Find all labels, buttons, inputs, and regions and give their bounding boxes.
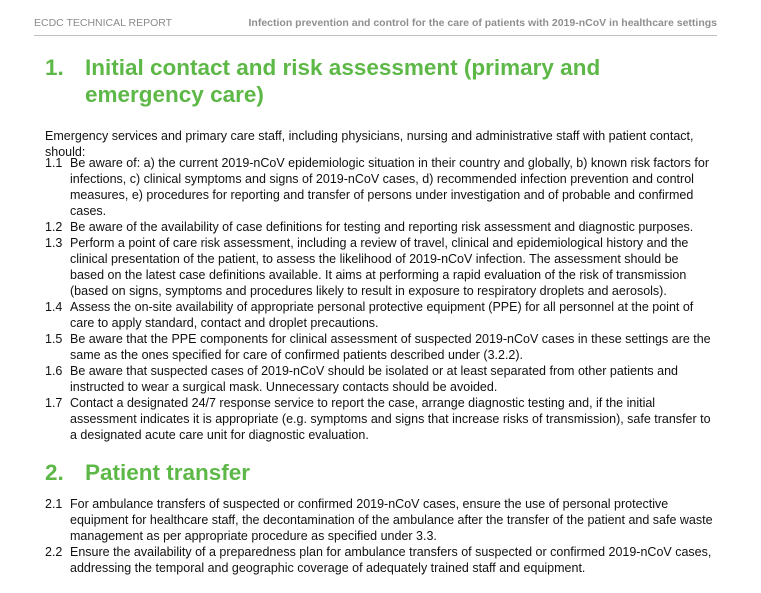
section-2-number: 2.	[45, 460, 64, 485]
item-number: 2.1	[45, 497, 63, 511]
list-item	[45, 496, 715, 544]
item-number: 1.3	[45, 236, 63, 250]
item-text: Be aware of the availability of case definitions for testing and reporting risk assessment and diagnostic purposes.	[70, 220, 694, 234]
document-title: Infection prevention and control for the care of patients with 2019-nCoV in healthcare settings	[248, 17, 717, 29]
section-1-intro: Emergency services and primary care staff, including physicians, nursing and administrative staff with patient contact, should:	[45, 128, 694, 159]
list-item	[45, 235, 715, 299]
section-2-heading	[45, 459, 725, 486]
item-number: 1.2	[45, 220, 63, 234]
item-text: Be aware of: a) the current 2019-nCoV epidemiologic situation in their country and globally, b) known risk factors for infections, c) clinical symptoms and signs of 2019-nCoV cases, d) recommended infection prevention and control measures, e) procedures for reporting and transfer of persons under investigation and of probable and confirmed cases.	[70, 156, 709, 218]
section-1-heading	[45, 54, 725, 108]
item-number: 2.2	[45, 545, 63, 559]
section-1-title-line2: emergency care)	[85, 82, 264, 107]
item-number: 1.4	[45, 300, 63, 314]
list-item	[45, 299, 715, 331]
section-1-title-line1: Initial contact and risk assessment (primary and	[85, 55, 601, 80]
list-item	[45, 395, 715, 443]
list-item	[45, 331, 715, 363]
item-text: Be aware that suspected cases of 2019-nCoV should be isolated or at least separated from other patients and instructed to wear a surgical mask. Unnecessary contacts should be avoided.	[70, 364, 679, 394]
item-number: 1.1	[45, 156, 63, 170]
section-1-list	[45, 155, 715, 443]
list-item	[45, 155, 715, 219]
item-text: Ensure the availability of a preparedness plan for ambulance transfers of suspected or confirmed 2019-nCoV cases, addressing the temporal and geographic coverage of adequately trained staff and equipment.	[70, 545, 712, 575]
item-number: 1.6	[45, 364, 63, 378]
list-item	[45, 363, 715, 395]
section-2-list	[45, 496, 715, 576]
item-number: 1.7	[45, 396, 63, 410]
item-text: Contact a designated 24/7 response service to report the case, arrange diagnostic testing and, if the initial assessment indicates it is appropriate (e.g. symptoms and signs that increase risks of transmission), safe transfer to a designated acute care unit for diagnostic evaluation.	[70, 396, 711, 442]
item-text: Be aware that the PPE components for clinical assessment of suspected 2019-nCoV cases in these settings are the same as the ones specified for care of confirmed patients described under (3.2.2).	[70, 332, 711, 362]
list-item	[45, 544, 715, 576]
item-text: Assess the on-site availability of appropriate personal protective equipment (PPE) for all personnel at the point of care to apply standard, contact and droplet precautions.	[70, 300, 694, 330]
section-1-number: 1.	[45, 55, 64, 80]
item-text: Perform a point of care risk assessment, including a review of travel, clinical and epidemiological history and the clinical presentation of the patient, to assess the likelihood of 2019-nCoV infection. The assessment should be based on the latest case definitions available. It aims at performing a rapid evaluation of the risk of transmission (based on signs, symptoms and procedures likely to result in exposure to respiratory droplets and aerosols).	[70, 236, 689, 298]
item-number: 1.5	[45, 332, 63, 346]
page-header	[34, 13, 717, 36]
item-text: For ambulance transfers of suspected or confirmed 2019-nCoV cases, ensure the use of personal protective equipment for healthcare staff, the decontamination of the ambulance after the transfer of the patient and safe waste management as per appropriate procedure as specified under 3.3.	[70, 497, 713, 543]
list-item	[45, 219, 715, 235]
report-label: ECDC TECHNICAL REPORT	[34, 17, 173, 29]
section-2-title: Patient transfer	[85, 460, 251, 485]
